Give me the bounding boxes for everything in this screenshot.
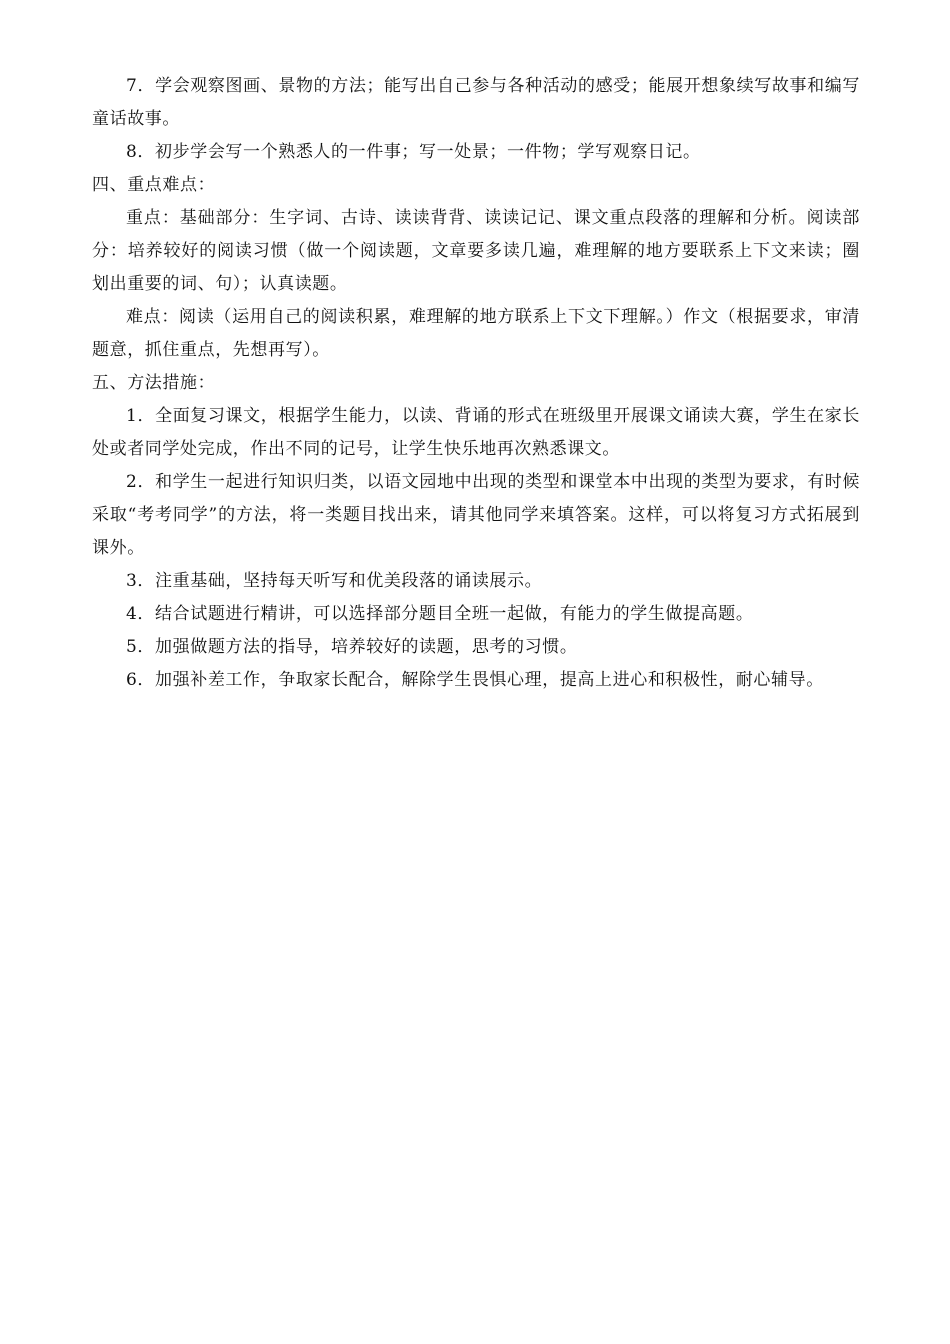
section-heading-methods: 五、方法措施： [92, 373, 216, 393]
difficulties-paragraph: 难点：阅读（运用自己的阅读积累，难理解的地方联系上下文下理解。）作文（根据要求，审清题意，抓住重点，先想再写）。 [92, 307, 860, 360]
method-item-5: 5．加强做题方法的指导，培养较好的读题，思考的习惯。 [126, 637, 578, 657]
goal-item-8: 8．初步学会写一个熟悉人的一件事；写一处景；一件物；学写观察日记。 [126, 142, 701, 162]
method-item-1: 1．全面复习课文，根据学生能力，以读、背诵的形式在班级里开展课文诵读大赛，学生在家长处或者同学处完成，作出不同的记号，让学生快乐地再次熟悉课文。 [92, 406, 860, 459]
goal-item-7: 7．学会观察图画、景物的方法；能写出自己参与各种活动的感受；能展开想象续写故事和编写童话故事。 [92, 76, 860, 129]
section-heading-key-difficulties: 四、重点难点： [92, 175, 216, 195]
method-item-6: 6．加强补差工作，争取家长配合，解除学生畏惧心理，提高上进心和积极性，耐心辅导。 [126, 670, 824, 690]
key-points-paragraph: 重点：基础部分：生字词、古诗、读读背背、读读记记、课文重点段落的理解和分析。阅读部分：培养较好的阅读习惯（做一个阅读题，文章要多读几遍，难理解的地方要联系上下文来读；圈划出重要的词、句）；认真读题。 [92, 208, 860, 294]
method-item-4: 4．结合试题进行精讲，可以选择部分题目全班一起做，有能力的学生做提高题。 [126, 604, 754, 624]
method-item-2: 2．和学生一起进行知识归类，以语文园地中出现的类型和课堂本中出现的类型为要求，有时候采取“考考同学”的方法，将一类题目找出来，请其他同学来填答案。这样，可以将复习方式拓展到课外。 [92, 472, 860, 558]
method-item-3: 3．注重基础，坚持每天听写和优美段落的诵读展示。 [126, 571, 543, 591]
document-page [92, 70, 860, 697]
